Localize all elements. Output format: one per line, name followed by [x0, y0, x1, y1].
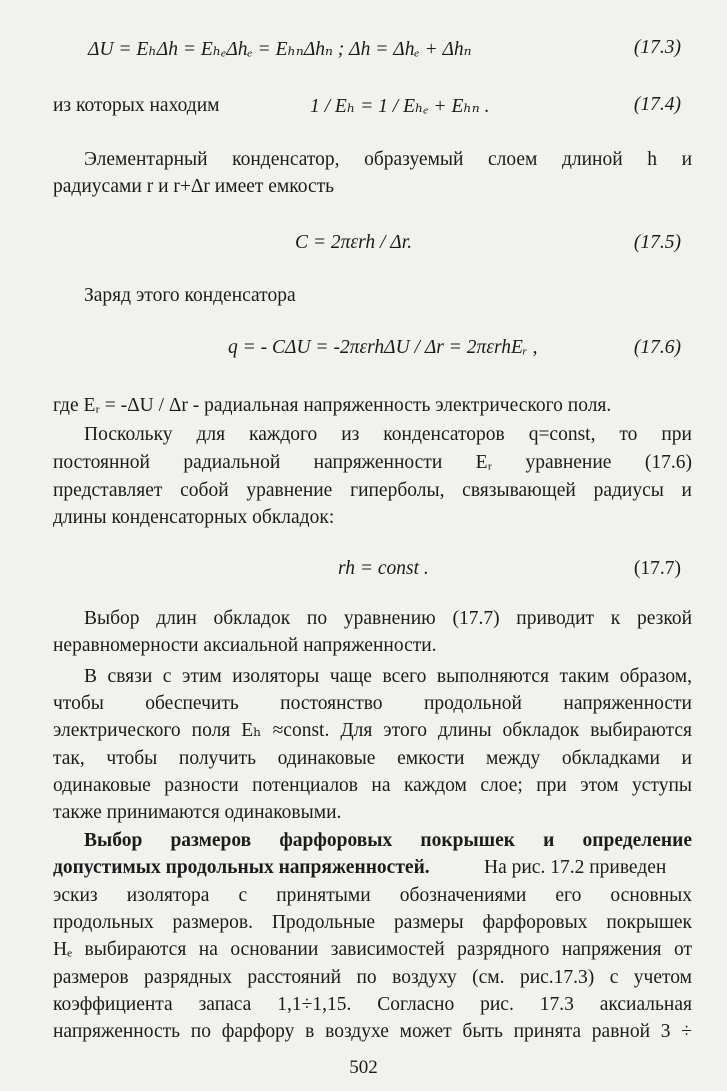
paragraph-line: чтобы обеспечить постоянство продольной напряженности	[53, 693, 692, 714]
paragraph-line: так, чтобы получить одинаковые емкости между обкладками и	[53, 748, 692, 769]
paragraph-line: На рис. 17.2 приведен	[484, 857, 667, 878]
paragraph-line: электрического поля Eₕ ≈const. Для этого длины обкладок выбираются	[53, 720, 692, 741]
paragraph-line: Заряд этого конденсатора	[84, 285, 296, 306]
paragraph-line: где Eᵣ = -ΔU / Δr - радиальная напряженность электрического поля.	[53, 395, 612, 416]
equation-prefix-17-4: из которых находим	[53, 95, 220, 116]
paragraph-line: длины конденсаторных обкладок:	[53, 507, 335, 528]
paragraph-line: представляет собой уравнение гиперболы, связывающей радиусы и	[53, 480, 692, 501]
equation-17-6: q = - CΔU = -2πεrhΔU / Δr = 2πεrhEᵣ ,	[228, 337, 538, 358]
section-heading-cont: допустимых продольных напряженностей.	[53, 857, 430, 878]
paragraph-line: Элементарный конденсатор, образуемый слоем длиной h и	[84, 149, 692, 170]
paragraph-line: напряженность по фарфору в воздухе может быть принята равной 3 ÷	[53, 1021, 692, 1042]
paragraph-line: Выбор длин обкладок по уравнению (17.7) приводит к резкой	[84, 608, 692, 629]
paragraph-line: одинаковые разности потенциалов на каждом слое; при этом уступы	[53, 775, 692, 796]
equation-number-17-4: (17.4)	[633, 94, 681, 115]
equation-17-7: rh = const .	[338, 558, 429, 579]
paragraph-line: Hₑ выбираются на основании зависимостей разрядного напряжения от	[53, 939, 692, 960]
paragraph-line: также принимаются одинаковыми.	[53, 802, 342, 823]
equation-17-3: ΔU = EₕΔh = EₕₑΔhₑ = EₕₙΔhₙ ; Δh = Δhₑ + Δhₙ	[88, 39, 472, 60]
page-number: 502	[349, 1057, 378, 1078]
paragraph-line: неравномерности аксиальной напряженности.	[53, 635, 437, 656]
paragraph-line: радиусами r и r+Δr имеет емкость	[53, 176, 335, 197]
paragraph-line: коэффициента запаса 1,1÷1,15. Согласно рис. 17.3 аксиальная	[53, 994, 692, 1015]
equation-17-4: 1 / Eₕ = 1 / Eₕₑ + Eₕₙ .	[310, 96, 490, 117]
paragraph-line: постоянной радиальной напряженности Eᵣ уравнение (17.6)	[53, 452, 692, 473]
paragraph-line: Поскольку для каждого из конденсаторов q=const, то при	[84, 424, 692, 445]
equation-number-17-7: (17.7)	[633, 558, 681, 579]
equation-17-5: C = 2πεrh / Δr.	[295, 232, 413, 253]
paragraph-line: эскиз изолятора с принятыми обозначениями его основных	[53, 885, 692, 906]
paragraph-line: размеров разрядных расстояний по воздуху (см. рис.17.3) с учетом	[53, 967, 692, 988]
equation-number-17-5: (17.5)	[633, 232, 681, 253]
paragraph-line: продольных размеров. Продольные размеры фарфоровых покрышек	[53, 912, 692, 933]
paragraph-line: В связи с этим изоляторы чаще всего выполняются таким образом,	[84, 666, 692, 687]
equation-number-17-6: (17.6)	[633, 337, 681, 358]
equation-number-17-3: (17.3)	[633, 37, 681, 58]
section-heading: Выбор размеров фарфоровых покрышек и определение	[84, 830, 692, 851]
